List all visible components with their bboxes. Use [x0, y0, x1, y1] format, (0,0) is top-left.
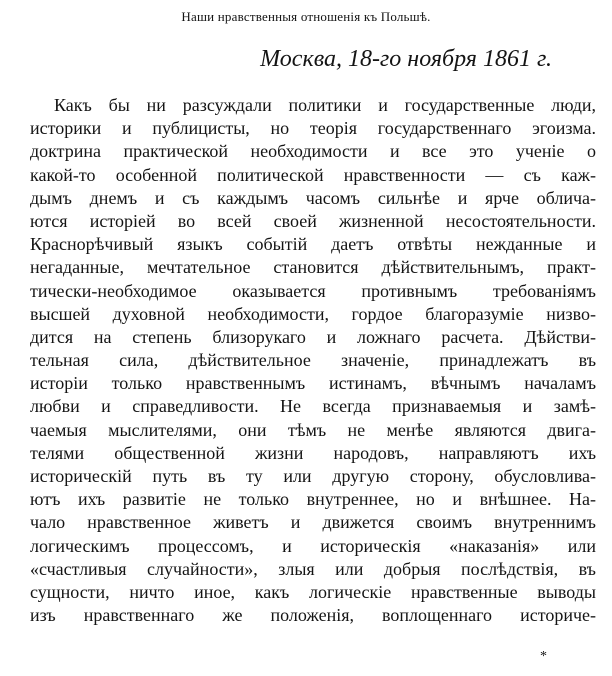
text-line: тически-необходимое оказывается противнымъ требованіямъ: [30, 280, 596, 301]
text-line: изъ нравственнаго же положенія, воплощеннаго историче-: [30, 605, 596, 626]
text-line: негаданные, мечтательное становится дѣйствительнымъ, практ-: [30, 257, 596, 278]
text-line: какой-то особенной политической нравственности — съ каж-: [30, 164, 596, 185]
text-line: ются исторіей во всей своей жизненной несостоятельности.: [30, 210, 596, 231]
text-line: логическимъ процессомъ, и историческія «наказанія» или: [30, 535, 596, 556]
text-line: сущности, ничто иное, какъ логическіе нравственные выводы: [30, 581, 596, 602]
text-line: «счастливыя случайности», злыя или добрыя послѣдствія, въ: [30, 558, 596, 579]
text-line: дымъ днемъ и съ каждымъ часомъ сильнѣе и ярче облича-: [30, 187, 596, 208]
text-line: исторіи только нравственнымъ истинамъ, вѣчнымъ началамъ: [30, 373, 596, 394]
text-line: чало нравственное живетъ и движется своимъ внутреннимъ: [30, 512, 596, 533]
text-line: историческій путь въ ту или другую сторону, обусловлива-: [30, 466, 596, 486]
text-line: любви и справедливости. Не всегда признаваемыя и замѣ-: [30, 396, 596, 417]
text-line: Какъ бы ни разсуждали политики и государственные люди,: [54, 95, 596, 115]
text-line: дится на степень близорукаго и ложнаго расчета. Дѣйстви-: [30, 326, 596, 347]
text-line: доктрина практической необходимости и все это ученіе о: [30, 141, 596, 162]
body-paragraph: [30, 94, 596, 627]
text-line: Краснорѣчивый языкъ событій даетъ отвѣты нежданные и: [30, 234, 596, 255]
running-head: Наши нравственныя отношенія къ Польшѣ.: [181, 9, 431, 24]
dateline: Москва, 18-го ноября 1861 г.: [260, 46, 552, 72]
text-line: высшей духовной необходимости, гордое благоразуміе низво-: [30, 303, 596, 324]
text-line: ютъ ихъ развитіе не только внутреннее, но и внѣшнее. На-: [30, 489, 596, 510]
text-line: телями общественной жизни народовъ, направляютъ ихъ: [30, 442, 596, 463]
text-line: историки и публицисты, но теорія государственнаго эгоизма.: [30, 118, 596, 139]
page-mark: *: [540, 649, 547, 664]
text-line: тельная сила, дѣйствительное значеніе, принадлежатъ въ: [30, 350, 596, 371]
text-line: чаемыя мыслителями, они тѣмъ не менѣе являются двига-: [30, 419, 596, 440]
